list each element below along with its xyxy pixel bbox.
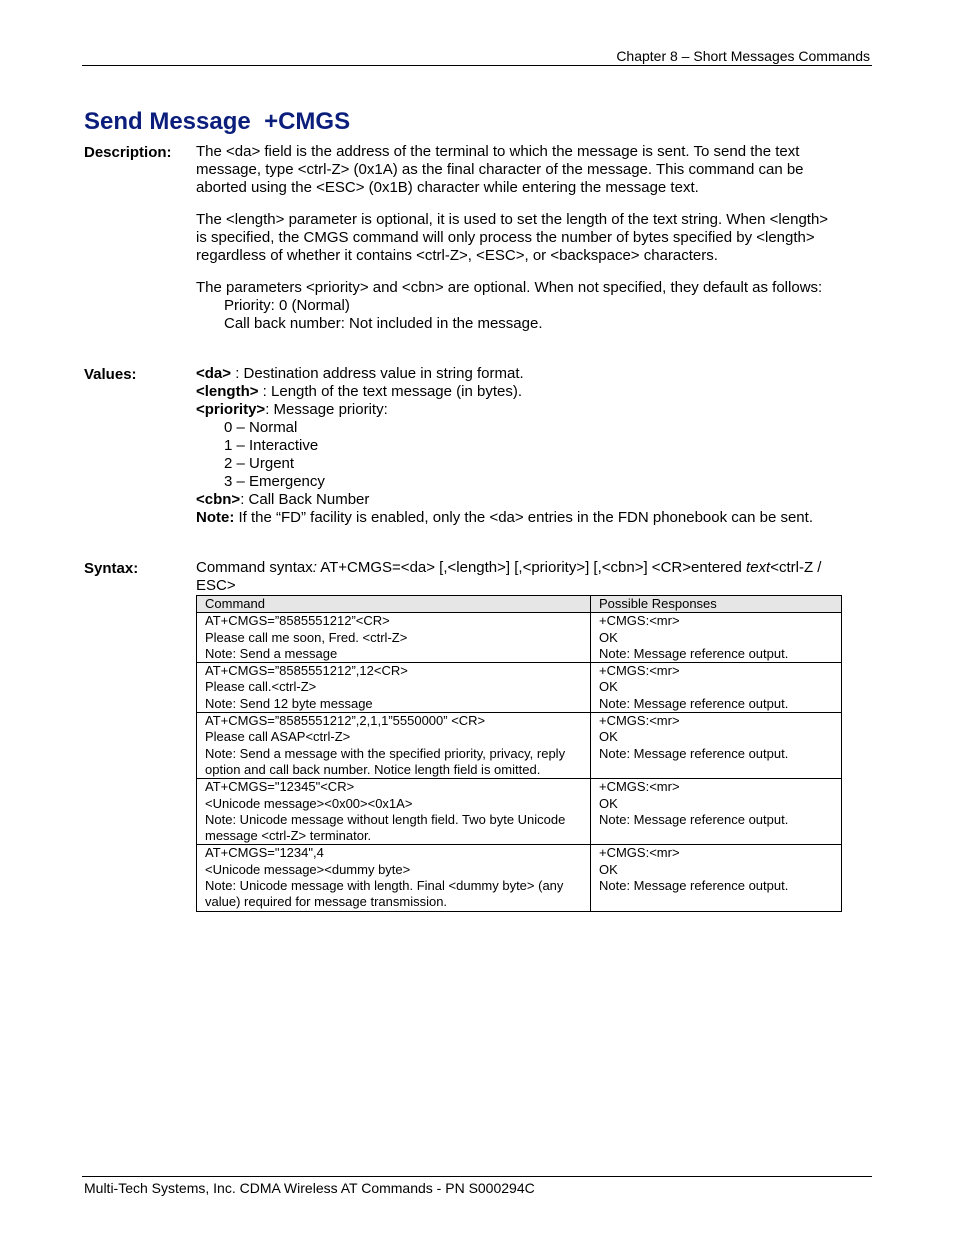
response-line: OK bbox=[599, 729, 618, 745]
value-da bbox=[196, 365, 836, 383]
value-da-desc: : Destination address value in string format. bbox=[231, 365, 524, 382]
header-rule bbox=[82, 65, 872, 66]
description-body bbox=[196, 143, 836, 333]
page-footer: Multi-Tech Systems, Inc. CDMA Wireless AT Commands - PN S000294C bbox=[84, 1180, 535, 1196]
priority-option: 2 – Urgent bbox=[224, 455, 295, 472]
values-label: Values: bbox=[84, 366, 137, 383]
command-line: AT+CMGS=”8585551212”,2,1,1”5550000” <CR> bbox=[205, 713, 486, 729]
command-line: <Unicode message><0x00><0x1A> bbox=[205, 795, 413, 811]
value-priority-desc: : Message priority: bbox=[265, 401, 388, 418]
response-line: OK bbox=[599, 629, 618, 645]
description-para-3: The parameters <priority> and <cbn> are optional. When not specified, they default as follows: bbox=[196, 279, 823, 296]
command-table bbox=[196, 595, 842, 912]
response-cell bbox=[591, 845, 842, 911]
response-line: Note: Message reference output. bbox=[599, 811, 789, 827]
description-label: Description: bbox=[84, 144, 172, 161]
response-line: +CMGS:<mr> bbox=[599, 779, 680, 795]
value-note bbox=[196, 509, 836, 527]
description-para-1: The <da> field is the address of the terminal to which the message is sent. To send the text message, type <ctrl-Z> (0x1A) as the final character of the message. This command can be aborted using the <ESC> (0x1B) character while entering the message text. bbox=[196, 143, 804, 196]
footer-rule bbox=[82, 1176, 872, 1177]
table-row bbox=[197, 779, 842, 845]
command-line: <Unicode message><dummy byte> bbox=[205, 861, 411, 877]
syntax-command: AT+CMGS=<da> [,<length>] [,<priority>] [,<cbn>] <CR>entered bbox=[316, 559, 747, 576]
syntax-line bbox=[196, 559, 836, 595]
default-priority: Priority: 0 (Normal) bbox=[224, 297, 350, 314]
value-note-desc: If the “FD” facility is enabled, only the <da> entries in the FDN phonebook can be sent. bbox=[234, 509, 813, 526]
command-line: Please call me soon, Fred. <ctrl-Z> bbox=[205, 629, 408, 645]
value-cbn bbox=[196, 491, 836, 509]
response-line: +CMGS:<mr> bbox=[599, 663, 680, 679]
syntax-suffix: <ctrl-Z / ESC> bbox=[196, 559, 822, 594]
command-line: Note: Unicode message without length field. Two byte Unicode message <ctrl-Z> terminator. bbox=[205, 811, 566, 844]
page-title: Send Message +CMGS bbox=[84, 108, 351, 135]
command-line: Note: Unicode message with length. Final <dummy byte> (any value) required for message transmission. bbox=[205, 878, 564, 910]
chapter-header: Chapter 8 – Short Messages Commands bbox=[616, 48, 870, 64]
priority-option: 3 – Emergency bbox=[224, 473, 325, 490]
command-line: AT+CMGS="12345"<CR> bbox=[205, 779, 355, 795]
command-cell bbox=[197, 613, 591, 663]
description-para-2: The <length> parameter is optional, it is used to set the length of the text string. When <length> is specified, the CMGS command will only process the number of bytes specified by <length> regardless of whether it contains <ctrl-Z>, <ESC>, or <backspace> characters. bbox=[196, 211, 829, 264]
command-line: AT+CMGS=”8585551212”,12<CR> bbox=[205, 663, 408, 679]
response-cell bbox=[591, 613, 842, 663]
command-line: AT+CMGS=”8585551212”<CR> bbox=[205, 613, 390, 629]
response-line: OK bbox=[599, 795, 618, 811]
table-row bbox=[197, 663, 842, 713]
command-line: Please call.<ctrl-Z> bbox=[205, 679, 317, 695]
header-responses: Possible Responses bbox=[591, 596, 842, 613]
command-cell bbox=[197, 779, 591, 845]
table-header-row bbox=[197, 596, 842, 613]
command-line: Note: Send 12 byte message bbox=[205, 695, 373, 711]
command-line: Note: Send a message with the specified priority, privacy, reply option and call back number. Notice length field is omitted. bbox=[205, 745, 566, 777]
value-cbn-desc: : Call Back Number bbox=[240, 491, 370, 508]
command-cell bbox=[197, 713, 591, 779]
header-command: Command bbox=[197, 596, 591, 613]
response-line: OK bbox=[599, 679, 618, 695]
response-cell bbox=[591, 663, 842, 713]
syntax-label: Syntax: bbox=[84, 560, 139, 577]
command-line: Note: Send a message bbox=[205, 645, 338, 661]
response-line: Note: Message reference output. bbox=[599, 695, 789, 711]
response-cell bbox=[591, 779, 842, 845]
value-note-term: Note: bbox=[196, 509, 235, 526]
response-line: +CMGS:<mr> bbox=[599, 713, 680, 729]
value-length-desc: : Length of the text message (in bytes). bbox=[258, 383, 522, 400]
response-line: +CMGS:<mr> bbox=[599, 845, 680, 861]
priority-option: 1 – Interactive bbox=[224, 437, 319, 454]
table-row bbox=[197, 613, 842, 663]
response-line: +CMGS:<mr> bbox=[599, 613, 680, 629]
response-line: Note: Message reference output. bbox=[599, 878, 789, 894]
value-length-term: <length> bbox=[196, 383, 259, 400]
response-line: OK bbox=[599, 861, 618, 877]
command-line: Please call ASAP<ctrl-Z> bbox=[205, 729, 351, 745]
response-cell bbox=[591, 713, 842, 779]
values-body bbox=[196, 365, 836, 527]
table-row bbox=[197, 713, 842, 779]
syntax-body bbox=[196, 559, 836, 595]
syntax-text-word: text bbox=[746, 559, 771, 576]
syntax-prefix: Command syntax bbox=[196, 559, 313, 576]
default-callback: Call back number: Not included in the message. bbox=[224, 315, 543, 332]
value-priority-term: <priority> bbox=[196, 401, 266, 418]
table-row bbox=[197, 845, 842, 911]
value-cbn-term: <cbn> bbox=[196, 491, 241, 508]
command-line: AT+CMGS="1234",4 bbox=[205, 845, 324, 861]
priority-option: 0 – Normal bbox=[224, 419, 298, 436]
value-priority bbox=[196, 401, 836, 419]
response-line: Note: Message reference output. bbox=[599, 745, 789, 761]
value-length bbox=[196, 383, 836, 401]
response-line: Note: Message reference output. bbox=[599, 645, 789, 661]
command-cell bbox=[197, 845, 591, 911]
syntax-colon: : bbox=[312, 559, 317, 576]
command-cell bbox=[197, 663, 591, 713]
value-da-term: <da> bbox=[196, 365, 232, 382]
